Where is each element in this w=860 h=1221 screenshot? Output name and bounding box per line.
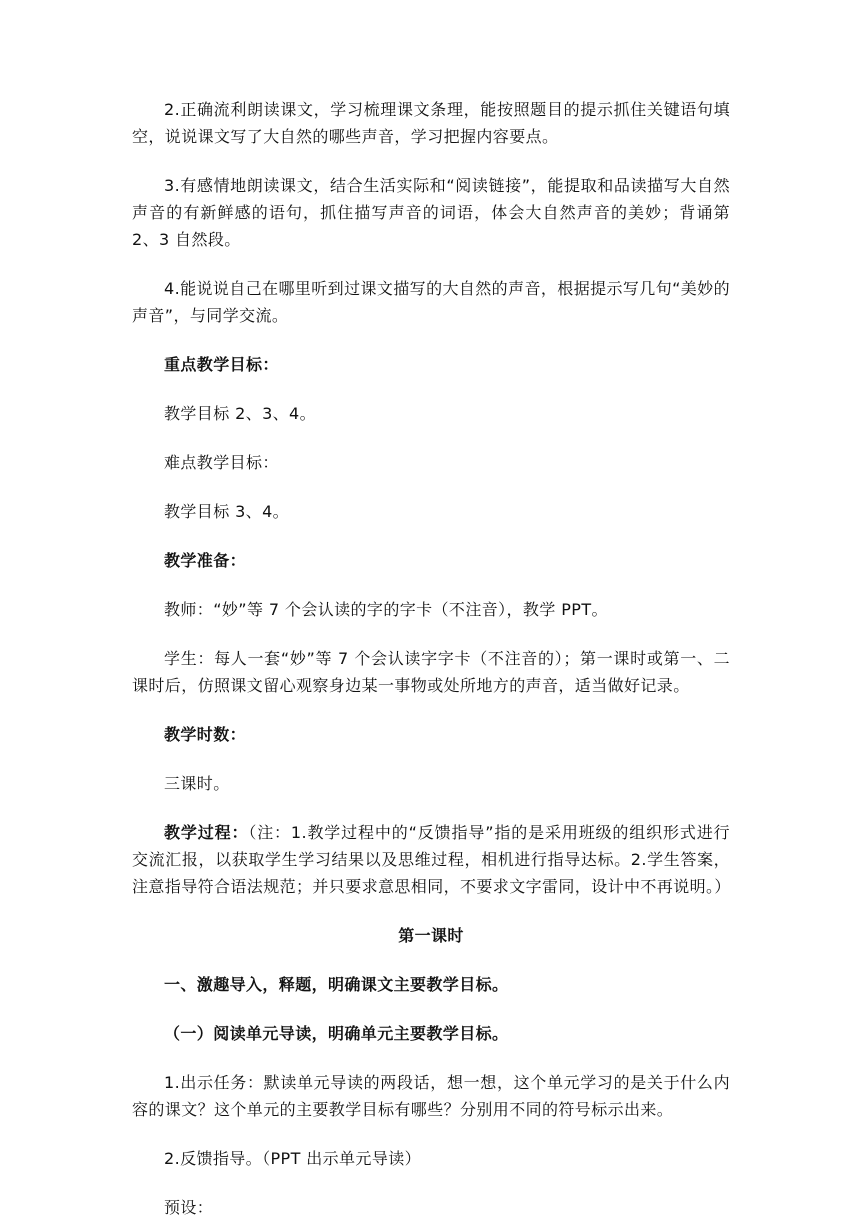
preparation-heading: 教学准备： (164, 551, 247, 570)
key-goal-heading: 重点教学目标： (164, 355, 279, 374)
process-label: 教学过程： (164, 823, 249, 842)
subsection-one-heading: （一）阅读单元导读，明确单元主要教学目标。 (164, 1024, 509, 1043)
hours-text: 三课时。 (164, 774, 230, 793)
hours-heading: 教学时数： (164, 725, 247, 744)
hard-goal-text: 教学目标 3、4。 (164, 502, 290, 521)
step-2-paragraph: 2.反馈指导。（PPT 出示单元导读） (164, 1149, 422, 1168)
goal-4-paragraph: 4.能说说自己在哪里听到过课文描写的大自然的声音，根据提示写几句“美妙的声音”，与同学交流。 (132, 279, 730, 325)
hard-goal-heading: 难点教学目标： (164, 453, 279, 472)
section-one-heading: 一、激趣导入，释题，明确课文主要教学目标。 (164, 975, 509, 994)
step-1-paragraph: 1.出示任务：默读单元导读的两段话，想一想，这个单元学习的是关于什么内容的课文？这个单元的主要教学目标有哪些？分别用不同的符号标示出来。 (132, 1073, 730, 1119)
preset-label: 预设： (164, 1198, 214, 1217)
process-paragraph (132, 819, 730, 900)
preparation-student: 学生：每人一套“妙”等 7 个会认读字字卡（不注音的）；第一课时或第一、二课时后，仿照课文留心观察身边某一事物或处所地方的声音，适当做好记录。 (132, 649, 730, 695)
lesson-title: 第一课时 (398, 926, 464, 945)
preparation-teacher: 教师：“妙”等 7 个会认读的字的字卡（不注音），教学 PPT。 (164, 600, 608, 619)
process-note: （注：1.教学过程中的“反馈指导”指的是采用班级的组织形式进行交流汇报，以获取学生学习结果以及思维过程，相机进行指导达标。2.学生答案，注意指导符合语法规范；并只要求意思相同，不要求文字雷同，设计中不再说明。） (132, 823, 731, 896)
key-goal-text: 教学目标 2、3、4。 (164, 404, 317, 423)
goal-3-paragraph: 3.有感情地朗读课文，结合生活实际和“阅读链接”，能提取和品读描写大自然声音的有新鲜感的语句，抓住描写声音的词语，体会大自然声音的美妙；背诵第 2、3 自然段。 (132, 176, 730, 249)
document-body (132, 96, 730, 1221)
goal-2-paragraph: 2.正确流利朗读课文，学习梳理课文条理，能按照题目的提示抓住关键语句填空，说说课文写了大自然的哪些声音，学习把握内容要点。 (132, 100, 730, 146)
